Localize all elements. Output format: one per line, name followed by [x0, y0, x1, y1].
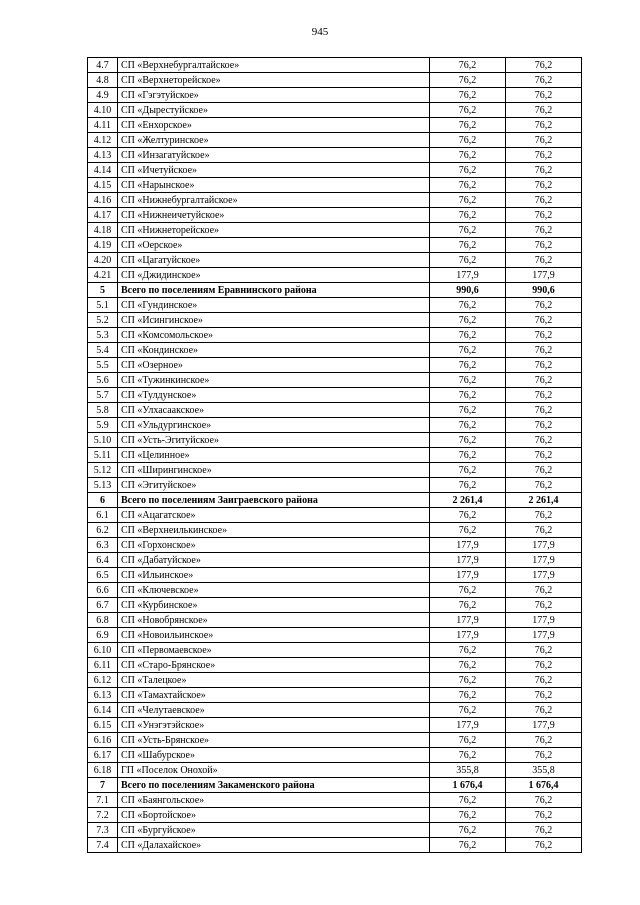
row-number-cell: 4.20	[88, 253, 118, 268]
value-cell-2: 76,2	[506, 373, 582, 388]
row-number-cell: 4.19	[88, 238, 118, 253]
settlement-name-cell: СП «Усть-Эгитуйское»	[118, 433, 430, 448]
settlement-name-cell: СП «Желтуринское»	[118, 133, 430, 148]
table-row	[88, 253, 582, 268]
row-number-cell: 6.12	[88, 673, 118, 688]
settlement-name-cell: СП «Новоильинское»	[118, 628, 430, 643]
table-body	[88, 58, 582, 853]
value-cell-2: 76,2	[506, 343, 582, 358]
settlement-name-cell: СП «Унэгэтэйское»	[118, 718, 430, 733]
settlement-name-cell: СП «Первомаевское»	[118, 643, 430, 658]
value-cell-2: 76,2	[506, 148, 582, 163]
value-cell-1: 76,2	[430, 673, 506, 688]
row-number-cell: 4.17	[88, 208, 118, 223]
value-cell-2: 177,9	[506, 628, 582, 643]
value-cell-1: 177,9	[430, 268, 506, 283]
settlement-name-cell: СП «Далахайское»	[118, 838, 430, 853]
table-row	[88, 193, 582, 208]
value-cell-1: 76,2	[430, 358, 506, 373]
value-cell-1: 177,9	[430, 718, 506, 733]
row-number-cell: 4.7	[88, 58, 118, 73]
value-cell-1: 76,2	[430, 193, 506, 208]
value-cell-2: 177,9	[506, 553, 582, 568]
settlement-name-cell: ГП «Поселок Онохой»	[118, 763, 430, 778]
row-number-cell: 6.4	[88, 553, 118, 568]
row-number-cell: 6.10	[88, 643, 118, 658]
row-number-cell: 5.5	[88, 358, 118, 373]
value-cell-1: 2 261,4	[430, 493, 506, 508]
table-row	[88, 463, 582, 478]
value-cell-1: 177,9	[430, 538, 506, 553]
settlement-name-cell: СП «Целинное»	[118, 448, 430, 463]
settlement-name-cell: СП «Ульдургинское»	[118, 418, 430, 433]
settlement-name-cell: СП «Старо-Брянское»	[118, 658, 430, 673]
settlement-name-cell: СП «Эгитуйское»	[118, 478, 430, 493]
settlement-name-cell: СП «Ключевское»	[118, 583, 430, 598]
table-row	[88, 343, 582, 358]
value-cell-1: 76,2	[430, 163, 506, 178]
value-cell-1: 76,2	[430, 343, 506, 358]
table-row	[88, 268, 582, 283]
district-total-row	[88, 778, 582, 793]
row-number-cell: 6.17	[88, 748, 118, 763]
row-number-cell: 4.14	[88, 163, 118, 178]
value-cell-1: 355,8	[430, 763, 506, 778]
value-cell-2: 177,9	[506, 718, 582, 733]
value-cell-1: 76,2	[430, 793, 506, 808]
table-row	[88, 658, 582, 673]
table-row	[88, 133, 582, 148]
row-number-cell: 6.9	[88, 628, 118, 643]
table-row	[88, 373, 582, 388]
table-row	[88, 433, 582, 448]
table-row	[88, 58, 582, 73]
value-cell-2: 1 676,4	[506, 778, 582, 793]
row-number-cell: 4.10	[88, 103, 118, 118]
value-cell-2: 76,2	[506, 133, 582, 148]
row-number-cell: 7.4	[88, 838, 118, 853]
row-number-cell: 4.11	[88, 118, 118, 133]
row-number-cell: 5.2	[88, 313, 118, 328]
settlement-name-cell: СП «Новобрянское»	[118, 613, 430, 628]
row-number-cell: 4.12	[88, 133, 118, 148]
settlement-name-cell: СП «Верхнебургалтайское»	[118, 58, 430, 73]
table-row	[88, 643, 582, 658]
value-cell-2: 76,2	[506, 403, 582, 418]
settlement-name-cell: СП «Баянгольское»	[118, 793, 430, 808]
settlement-name-cell: СП «Верхнеторейское»	[118, 73, 430, 88]
row-number-cell: 5.1	[88, 298, 118, 313]
value-cell-1: 76,2	[430, 598, 506, 613]
value-cell-1: 76,2	[430, 808, 506, 823]
value-cell-1: 76,2	[430, 238, 506, 253]
row-number-cell: 6.5	[88, 568, 118, 583]
value-cell-2: 76,2	[506, 223, 582, 238]
table-row	[88, 73, 582, 88]
settlement-name-cell: СП «Комсомольское»	[118, 328, 430, 343]
settlement-name-cell: СП «Ильинское»	[118, 568, 430, 583]
value-cell-1: 76,2	[430, 658, 506, 673]
row-number-cell: 5	[88, 283, 118, 298]
row-number-cell: 4.18	[88, 223, 118, 238]
value-cell-1: 177,9	[430, 553, 506, 568]
value-cell-2: 76,2	[506, 583, 582, 598]
table-row	[88, 328, 582, 343]
value-cell-2: 76,2	[506, 478, 582, 493]
row-number-cell: 7.1	[88, 793, 118, 808]
table-row	[88, 718, 582, 733]
value-cell-1: 76,2	[430, 388, 506, 403]
row-number-cell: 5.8	[88, 403, 118, 418]
value-cell-2: 76,2	[506, 358, 582, 373]
table-row	[88, 88, 582, 103]
value-cell-2: 76,2	[506, 598, 582, 613]
value-cell-2: 76,2	[506, 703, 582, 718]
table-row	[88, 583, 582, 598]
settlement-name-cell: СП «Енхорское»	[118, 118, 430, 133]
value-cell-1: 76,2	[430, 688, 506, 703]
table-row	[88, 538, 582, 553]
value-cell-1: 177,9	[430, 628, 506, 643]
value-cell-1: 76,2	[430, 103, 506, 118]
value-cell-2: 76,2	[506, 688, 582, 703]
value-cell-2: 177,9	[506, 268, 582, 283]
value-cell-2: 76,2	[506, 748, 582, 763]
settlement-name-cell: СП «Нижнебургалтайское»	[118, 193, 430, 208]
table-row	[88, 403, 582, 418]
value-cell-2: 76,2	[506, 793, 582, 808]
value-cell-1: 76,2	[430, 838, 506, 853]
table-row	[88, 508, 582, 523]
value-cell-2: 76,2	[506, 163, 582, 178]
value-cell-2: 76,2	[506, 838, 582, 853]
settlement-name-cell: СП «Нарынское»	[118, 178, 430, 193]
value-cell-2: 177,9	[506, 613, 582, 628]
settlement-name-cell: Всего по поселениям Заиграевского района	[118, 493, 430, 508]
table-row	[88, 358, 582, 373]
value-cell-1: 76,2	[430, 703, 506, 718]
row-number-cell: 5.6	[88, 373, 118, 388]
settlement-name-cell: СП «Дабатуйское»	[118, 553, 430, 568]
value-cell-2: 76,2	[506, 103, 582, 118]
settlement-name-cell: Всего по поселениям Закаменского района	[118, 778, 430, 793]
row-number-cell: 7.3	[88, 823, 118, 838]
row-number-cell: 7	[88, 778, 118, 793]
value-cell-1: 76,2	[430, 373, 506, 388]
value-cell-2: 76,2	[506, 508, 582, 523]
value-cell-2: 76,2	[506, 643, 582, 658]
table-row	[88, 703, 582, 718]
value-cell-1: 76,2	[430, 178, 506, 193]
table-row	[88, 418, 582, 433]
value-cell-2: 76,2	[506, 433, 582, 448]
value-cell-2: 76,2	[506, 58, 582, 73]
table-row	[88, 808, 582, 823]
value-cell-1: 76,2	[430, 298, 506, 313]
table-row	[88, 448, 582, 463]
budget-table	[87, 57, 582, 853]
settlement-name-cell: СП «Гэгэтуйское»	[118, 88, 430, 103]
table-row	[88, 178, 582, 193]
value-cell-1: 76,2	[430, 508, 506, 523]
settlement-name-cell: СП «Озерное»	[118, 358, 430, 373]
value-cell-1: 76,2	[430, 643, 506, 658]
table-row	[88, 523, 582, 538]
table-row	[88, 763, 582, 778]
row-number-cell: 7.2	[88, 808, 118, 823]
value-cell-2: 76,2	[506, 418, 582, 433]
settlement-name-cell: СП «Нижнеторейское»	[118, 223, 430, 238]
value-cell-1: 76,2	[430, 208, 506, 223]
settlement-name-cell: СП «Курбинское»	[118, 598, 430, 613]
value-cell-2: 76,2	[506, 523, 582, 538]
value-cell-1: 990,6	[430, 283, 506, 298]
row-number-cell: 6.15	[88, 718, 118, 733]
row-number-cell: 4.8	[88, 73, 118, 88]
value-cell-1: 76,2	[430, 328, 506, 343]
table-row	[88, 238, 582, 253]
settlement-name-cell: СП «Оерское»	[118, 238, 430, 253]
row-number-cell: 6.18	[88, 763, 118, 778]
table-row	[88, 613, 582, 628]
settlement-name-cell: СП «Ичетуйское»	[118, 163, 430, 178]
table-row	[88, 748, 582, 763]
value-cell-1: 76,2	[430, 118, 506, 133]
table-row	[88, 298, 582, 313]
settlement-name-cell: СП «Кондинское»	[118, 343, 430, 358]
value-cell-2: 76,2	[506, 193, 582, 208]
table-row	[88, 208, 582, 223]
row-number-cell: 5.10	[88, 433, 118, 448]
settlement-name-cell: СП «Бортойское»	[118, 808, 430, 823]
row-number-cell: 4.21	[88, 268, 118, 283]
value-cell-2: 76,2	[506, 658, 582, 673]
value-cell-1: 177,9	[430, 568, 506, 583]
value-cell-1: 76,2	[430, 583, 506, 598]
row-number-cell: 6.3	[88, 538, 118, 553]
table-row	[88, 838, 582, 853]
settlement-name-cell: СП «Нижнеичетуйское»	[118, 208, 430, 223]
value-cell-1: 76,2	[430, 523, 506, 538]
value-cell-1: 76,2	[430, 148, 506, 163]
settlement-name-cell: СП «Инзагатуйское»	[118, 148, 430, 163]
table-row	[88, 103, 582, 118]
table-row	[88, 148, 582, 163]
settlement-name-cell: СП «Дырестуйское»	[118, 103, 430, 118]
row-number-cell: 5.4	[88, 343, 118, 358]
settlement-name-cell: СП «Исингинское»	[118, 313, 430, 328]
value-cell-1: 76,2	[430, 58, 506, 73]
row-number-cell: 6.2	[88, 523, 118, 538]
row-number-cell: 6.6	[88, 583, 118, 598]
table-row	[88, 688, 582, 703]
row-number-cell: 4.9	[88, 88, 118, 103]
district-total-row	[88, 283, 582, 298]
value-cell-2: 177,9	[506, 538, 582, 553]
value-cell-2: 76,2	[506, 673, 582, 688]
row-number-cell: 5.12	[88, 463, 118, 478]
value-cell-2: 355,8	[506, 763, 582, 778]
value-cell-1: 76,2	[430, 253, 506, 268]
row-number-cell: 6.11	[88, 658, 118, 673]
district-total-row	[88, 493, 582, 508]
value-cell-1: 177,9	[430, 613, 506, 628]
row-number-cell: 6.13	[88, 688, 118, 703]
row-number-cell: 5.13	[88, 478, 118, 493]
row-number-cell: 5.11	[88, 448, 118, 463]
settlement-name-cell: СП «Тулдунское»	[118, 388, 430, 403]
table-row	[88, 118, 582, 133]
row-number-cell: 6.1	[88, 508, 118, 523]
value-cell-1: 76,2	[430, 733, 506, 748]
settlement-name-cell: СП «Бургуйское»	[118, 823, 430, 838]
row-number-cell: 6.8	[88, 613, 118, 628]
value-cell-2: 76,2	[506, 253, 582, 268]
table-row	[88, 388, 582, 403]
value-cell-2: 2 261,4	[506, 493, 582, 508]
settlement-name-cell: СП «Цагатуйское»	[118, 253, 430, 268]
value-cell-2: 177,9	[506, 568, 582, 583]
row-number-cell: 5.9	[88, 418, 118, 433]
settlement-name-cell: СП «Ширингинское»	[118, 463, 430, 478]
value-cell-2: 76,2	[506, 73, 582, 88]
settlement-name-cell: СП «Ацагатское»	[118, 508, 430, 523]
row-number-cell: 4.16	[88, 193, 118, 208]
table-row	[88, 223, 582, 238]
settlement-name-cell: СП «Талецкое»	[118, 673, 430, 688]
value-cell-1: 76,2	[430, 448, 506, 463]
settlement-name-cell: СП «Верхнеилькинское»	[118, 523, 430, 538]
value-cell-1: 76,2	[430, 478, 506, 493]
value-cell-1: 76,2	[430, 823, 506, 838]
row-number-cell: 6.16	[88, 733, 118, 748]
table-row	[88, 793, 582, 808]
value-cell-1: 76,2	[430, 223, 506, 238]
settlement-name-cell: СП «Джидинское»	[118, 268, 430, 283]
settlement-name-cell: СП «Гундинское»	[118, 298, 430, 313]
value-cell-1: 76,2	[430, 88, 506, 103]
value-cell-1: 76,2	[430, 403, 506, 418]
settlement-name-cell: СП «Тамахтайское»	[118, 688, 430, 703]
value-cell-1: 76,2	[430, 418, 506, 433]
row-number-cell: 5.3	[88, 328, 118, 343]
settlement-name-cell: СП «Челутаевское»	[118, 703, 430, 718]
value-cell-2: 76,2	[506, 178, 582, 193]
table-row	[88, 823, 582, 838]
settlement-name-cell: СП «Усть-Брянское»	[118, 733, 430, 748]
table-row	[88, 628, 582, 643]
table-row	[88, 553, 582, 568]
table-row	[88, 568, 582, 583]
value-cell-2: 76,2	[506, 733, 582, 748]
value-cell-2: 76,2	[506, 88, 582, 103]
value-cell-2: 76,2	[506, 388, 582, 403]
row-number-cell: 5.7	[88, 388, 118, 403]
row-number-cell: 4.15	[88, 178, 118, 193]
row-number-cell: 6.14	[88, 703, 118, 718]
value-cell-1: 76,2	[430, 748, 506, 763]
value-cell-1: 76,2	[430, 73, 506, 88]
table-row	[88, 733, 582, 748]
value-cell-2: 76,2	[506, 118, 582, 133]
value-cell-2: 76,2	[506, 823, 582, 838]
table-row	[88, 163, 582, 178]
value-cell-2: 76,2	[506, 808, 582, 823]
value-cell-2: 990,6	[506, 283, 582, 298]
value-cell-2: 76,2	[506, 208, 582, 223]
value-cell-2: 76,2	[506, 313, 582, 328]
value-cell-1: 76,2	[430, 133, 506, 148]
value-cell-1: 76,2	[430, 433, 506, 448]
row-number-cell: 6	[88, 493, 118, 508]
value-cell-2: 76,2	[506, 463, 582, 478]
table-row	[88, 478, 582, 493]
settlement-name-cell: Всего по поселениям Еравнинского района	[118, 283, 430, 298]
settlement-name-cell: СП «Тужинкинское»	[118, 373, 430, 388]
value-cell-2: 76,2	[506, 298, 582, 313]
table-row	[88, 313, 582, 328]
page-number: 945	[311, 26, 329, 38]
value-cell-1: 76,2	[430, 463, 506, 478]
settlement-name-cell: СП «Шабурское»	[118, 748, 430, 763]
value-cell-1: 1 676,4	[430, 778, 506, 793]
value-cell-2: 76,2	[506, 238, 582, 253]
settlement-name-cell: СП «Улхасаакское»	[118, 403, 430, 418]
value-cell-2: 76,2	[506, 328, 582, 343]
row-number-cell: 6.7	[88, 598, 118, 613]
table-row	[88, 673, 582, 688]
row-number-cell: 4.13	[88, 148, 118, 163]
settlement-name-cell: СП «Горхонское»	[118, 538, 430, 553]
value-cell-2: 76,2	[506, 448, 582, 463]
table-row	[88, 598, 582, 613]
value-cell-1: 76,2	[430, 313, 506, 328]
